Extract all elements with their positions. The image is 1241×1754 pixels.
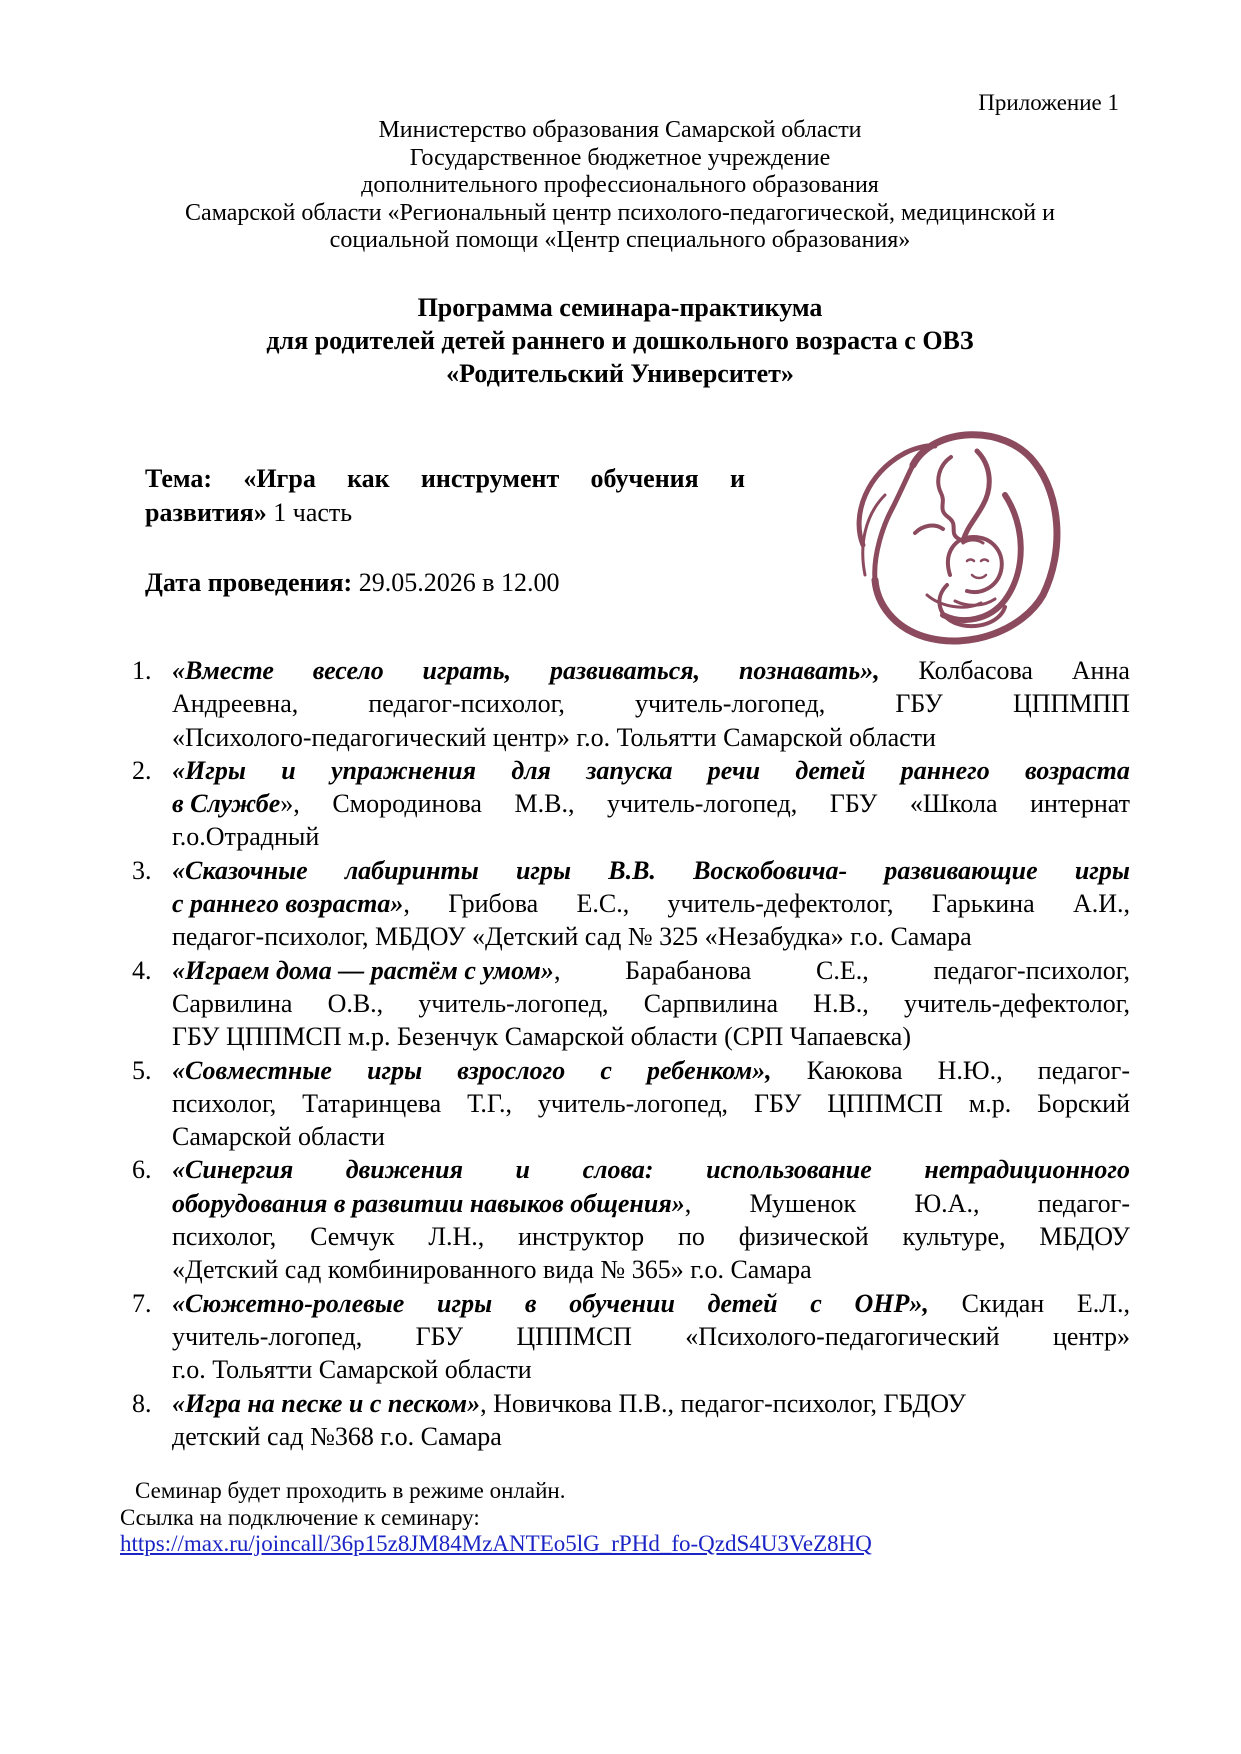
item-word: «Психолого-педагогический	[685, 1321, 1000, 1351]
list-item	[120, 854, 1130, 954]
list-item	[120, 1287, 1130, 1387]
item-line	[172, 687, 1130, 720]
item-line: ГБУ ЦППМСП м.р. Безенчук Самарской области (СРП Чапаевска)	[172, 1022, 911, 1052]
topic-bold: развития»	[145, 498, 267, 527]
item-number: 1.	[132, 656, 152, 685]
item-word: педагог-психолог,	[933, 955, 1130, 985]
item-word: Борский	[1037, 1088, 1130, 1118]
item-word: Скидан	[961, 1288, 1045, 1318]
item-word: учитель-логопед,	[607, 789, 798, 819]
item-word: возраста	[1025, 755, 1130, 785]
item-line	[172, 787, 1130, 820]
item-word: Т.Г.,	[467, 1088, 512, 1118]
item-word: Смородинова	[332, 789, 482, 819]
item-word: раннего	[900, 755, 990, 785]
online-note: Семинар будет проходить в режиме онлайн.	[135, 1478, 566, 1503]
list-item	[120, 754, 1130, 854]
seminar-date	[145, 566, 560, 600]
item-word: использование	[706, 1155, 872, 1185]
link-label: Ссылка на подключение к семинару:	[120, 1504, 480, 1530]
item-word: играть,	[422, 656, 512, 685]
item-word: Гарькина	[931, 889, 1035, 919]
item-word: учитель-дефектолог,	[667, 889, 894, 919]
topic-word: инструмент	[420, 464, 560, 493]
header-line: Министерство образования Самарской области	[378, 117, 862, 143]
item-line: «Психолого-педагогический центр» г.о. Тольятти Самарской области	[172, 722, 936, 752]
item-number: 4.	[132, 955, 152, 985]
item-word: учитель-дефектолог,	[903, 988, 1130, 1018]
item-word: с	[600, 1055, 612, 1085]
topic-part: 1 часть	[266, 498, 353, 527]
item-title-part: «Игра на песке и с песком»	[172, 1388, 481, 1418]
topic-word: обучения	[590, 464, 699, 493]
item-word: М.В.,	[514, 789, 575, 819]
item-word: педагог-	[1037, 1055, 1130, 1085]
title-line: для родителей детей раннего и дошкольного возраста с ОВЗ	[266, 326, 974, 355]
item-word: ,	[553, 955, 561, 985]
item-number: 5.	[132, 1055, 152, 1085]
item-word: игры	[367, 1055, 423, 1085]
item-word: С.Е.,	[816, 955, 869, 985]
item-line	[172, 1153, 1130, 1186]
header-line: дополнительного профессионального образования	[361, 172, 879, 198]
item-word: ГБУ	[753, 1088, 802, 1118]
item-word: весело	[312, 656, 384, 685]
item-number: 3.	[132, 855, 152, 885]
organization-header	[120, 117, 1120, 255]
item-word: психолог,	[172, 1222, 277, 1252]
item-word: слова:	[582, 1155, 654, 1185]
item-title-part: оборудования в развитии навыков общения»	[172, 1188, 685, 1218]
item-word: игры	[1074, 855, 1130, 885]
item-text: , Новичкова П.В., педагог-психолог, ГБДОУ	[480, 1388, 966, 1418]
topic-word: «Игра	[243, 464, 316, 493]
item-line	[172, 887, 1130, 920]
item-word: ребенком»,	[647, 1055, 772, 1085]
item-word: учитель-логопед,	[172, 1321, 363, 1351]
item-line	[172, 1087, 1130, 1120]
item-word: развиваться,	[549, 656, 701, 685]
list-item	[120, 654, 1130, 754]
item-line: детский сад №368 г.о. Самара	[172, 1421, 502, 1451]
item-line	[172, 1054, 1130, 1087]
item-word: инструктор	[518, 1222, 645, 1252]
item-line	[172, 1287, 1130, 1320]
item-word: и	[515, 1155, 531, 1185]
item-word: для	[511, 755, 551, 785]
item-word: игры	[437, 1288, 493, 1318]
item-word: в	[524, 1288, 537, 1318]
item-word: взрослого	[457, 1055, 566, 1085]
item-word: Татаринцева	[302, 1088, 442, 1118]
list-item	[120, 1054, 1130, 1154]
item-word: педагог-психолог,	[368, 689, 565, 719]
item-word: Грибова	[448, 889, 539, 919]
item-line	[172, 754, 1130, 787]
item-title-part: с раннего возраста»	[172, 889, 404, 919]
item-number: 7.	[132, 1288, 152, 1318]
item-word: лабиринты	[344, 855, 479, 885]
item-word: познавать»,	[738, 656, 880, 685]
date-value: 29.05.2026 в 12.00	[352, 568, 560, 597]
item-word: ОНР»,	[854, 1288, 929, 1318]
item-word: запуска	[586, 755, 673, 785]
list-item	[120, 1387, 1130, 1454]
item-word: детей	[707, 1288, 778, 1318]
topic-word: и	[729, 464, 745, 493]
item-word: ГБУ	[895, 689, 943, 719]
item-word: «Игры	[172, 755, 246, 785]
item-word: ,	[403, 889, 410, 919]
item-word: с	[810, 1288, 822, 1318]
item-word-group	[172, 1187, 691, 1220]
footer	[120, 1478, 1120, 1558]
item-word: учитель-логопед,	[634, 689, 826, 719]
item-title-part: в Службе	[172, 789, 281, 819]
item-line	[172, 654, 1130, 687]
item-line: Самарской области	[172, 1122, 385, 1152]
item-word: учитель-логопед,	[537, 1088, 729, 1118]
item-word: Анна	[1071, 656, 1130, 685]
item-word: О.В.,	[327, 988, 384, 1018]
item-word: ,	[684, 1188, 692, 1218]
item-line: педагог-психолог, МБДОУ «Детский сад № 325 «Незабудка» г.о. Самара	[172, 922, 972, 952]
item-line	[172, 987, 1130, 1020]
item-line	[172, 1387, 1130, 1420]
item-word: МБДОУ	[1039, 1222, 1130, 1252]
item-word: Н.В.,	[813, 988, 869, 1018]
item-word: «Сюжетно-ролевые	[172, 1288, 405, 1318]
list-item	[120, 954, 1130, 1054]
item-word: речи	[707, 755, 761, 785]
item-word: упражнения	[330, 755, 476, 785]
item-word: Е.С.,	[576, 889, 630, 919]
item-word: Андреевна,	[172, 689, 299, 719]
item-word: ЦППМПП	[1012, 689, 1130, 719]
item-line: «Детский сад комбинированного вида № 365» г.о. Самара	[172, 1255, 812, 1285]
topic-line	[145, 462, 745, 496]
item-word-group	[172, 887, 410, 920]
header-line: Государственное бюджетное учреждение	[409, 144, 831, 171]
topic-word: как	[347, 464, 390, 493]
topic-word: Тема:	[145, 464, 213, 493]
item-word: обучении	[569, 1288, 675, 1318]
mother-and-child-icon	[855, 425, 1065, 650]
item-word: м.р.	[968, 1088, 1012, 1118]
item-word: Барабанова	[625, 955, 752, 985]
item-word: культуре,	[902, 1222, 1006, 1252]
item-word: движения	[345, 1155, 463, 1185]
item-word: А.И.,	[1072, 889, 1130, 919]
item-word: игры	[515, 855, 572, 885]
header-line: социальной помощи «Центр специального образования»	[329, 227, 911, 253]
item-word: Л.Н.,	[428, 1222, 485, 1252]
item-word: психолог,	[172, 1088, 277, 1118]
item-word: Е.Л.,	[1076, 1288, 1130, 1318]
item-line	[172, 1187, 1130, 1220]
item-word: интернат	[1030, 789, 1130, 819]
program-list	[120, 654, 1130, 1453]
list-item	[120, 1153, 1130, 1286]
header-line: Самарской области «Региональный центр психолого-педагогической, медицинской и	[185, 199, 1055, 226]
appendix-label: Приложение 1	[978, 90, 1119, 115]
date-label: Дата проведения:	[145, 568, 353, 597]
item-line	[172, 1220, 1130, 1253]
item-word: физической	[738, 1222, 869, 1252]
item-word: В.В.	[608, 855, 656, 885]
item-number: 2.	[132, 755, 152, 785]
item-word: Воскобовича-	[693, 855, 848, 885]
item-word: ГБУ	[415, 1321, 464, 1351]
item-word: ГБУ	[829, 789, 878, 819]
item-line	[172, 854, 1130, 887]
item-word: Ю.А.,	[914, 1188, 980, 1218]
program-title	[120, 291, 1120, 390]
title-line: Программа семинара-практикума	[417, 293, 823, 322]
item-word: и	[281, 755, 296, 785]
item-word: по	[677, 1222, 705, 1252]
item-word: педагог-	[1037, 1188, 1130, 1218]
item-line: г.о. Тольятти Самарской области	[172, 1355, 532, 1385]
item-number: 6.	[132, 1155, 152, 1185]
item-word: развивающие	[884, 855, 1038, 885]
item-word: нетрадиционного	[924, 1155, 1130, 1185]
item-word: Каюкова	[806, 1055, 903, 1085]
item-line: г.о.Отрадный	[172, 822, 320, 852]
item-word: Колбасова	[918, 656, 1033, 685]
item-word: «Синергия	[172, 1155, 294, 1185]
title-line: «Родительский Университет»	[446, 359, 794, 388]
item-word: Н.Ю.,	[937, 1055, 1003, 1085]
item-word: Сарпвилина	[643, 988, 779, 1018]
item-word: «Сказочные	[172, 855, 308, 885]
item-word: Сарвилина	[172, 988, 293, 1018]
item-word: ЦППМСП	[827, 1088, 943, 1118]
seminar-link[interactable]: https://max.ru/joincall/36p15z8JM84MzANTEo5lG_rPHd_fo-QzdS4U3VeZ8HQ	[120, 1531, 872, 1556]
item-line	[172, 954, 1130, 987]
topic-line	[145, 496, 745, 530]
item-word-group	[172, 787, 300, 820]
item-word: ЦППМСП	[516, 1321, 632, 1351]
item-number: 8.	[132, 1388, 152, 1418]
item-word-group	[172, 954, 560, 987]
item-word: учитель-логопед,	[418, 988, 609, 1018]
seminar-topic	[145, 462, 745, 530]
item-line	[172, 1320, 1130, 1353]
item-word: «Вместе	[172, 656, 274, 685]
item-word: «Школа	[909, 789, 998, 819]
item-word: «Совместные	[172, 1055, 332, 1085]
item-word: детей	[795, 755, 866, 785]
item-word: Мушенок	[749, 1188, 857, 1218]
item-word: Семчук	[310, 1222, 395, 1252]
item-word: »,	[280, 789, 300, 819]
item-title-part: «Играем дома — растём с умом»	[172, 955, 554, 985]
item-word: центр»	[1052, 1321, 1130, 1351]
